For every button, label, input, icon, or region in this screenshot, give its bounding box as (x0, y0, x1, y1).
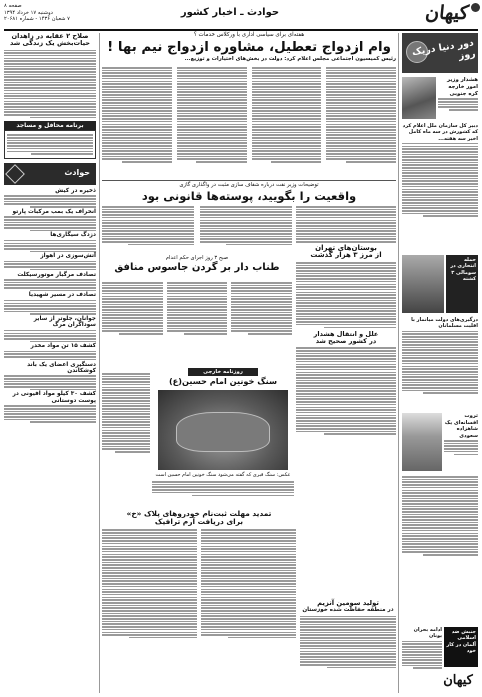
main-lead-box (102, 56, 396, 63)
incident-g: جوانان، جلوتر از سایر سوداگران مرگ (33, 316, 96, 329)
prince-caption: ثروت افسانه‌ای یک شاهزاده سعودی (444, 413, 478, 439)
prince-photo (402, 413, 442, 471)
incident-d: آتش‌سوزی در اهواز (40, 253, 96, 260)
issue-number: ۷ شعبان ۱۴۳۶ - شماره ۲۰۶۸۱ (4, 16, 70, 22)
prince-caption-box (444, 413, 478, 456)
bottom-story-col-2 (102, 528, 197, 639)
incident-b: انحراف یک بمب مرکبات پارتو (12, 208, 96, 215)
masthead (0, 0, 482, 28)
story-3-body-col-3 (102, 281, 163, 336)
tomb-headline: سنگ خونین امام حسین(ع) (168, 376, 278, 386)
world-banner (402, 33, 478, 73)
incident-list (4, 188, 96, 423)
mosque-box-title: برنامه محافل و مساجد (4, 121, 96, 130)
ban-ki-moon-photo (402, 77, 436, 119)
mosque-box (4, 130, 96, 159)
incident-i: دستگیری اعضای یک باند کوشکاندن (27, 361, 96, 374)
story-3-block (102, 205, 292, 365)
story-3-headline: طناب دار بر گردن جاسوس منافق (114, 261, 280, 273)
main-kicker: هفته‌ای برای سیاسی اداری با ورکلاس خدمات ؟ (193, 32, 305, 38)
masthead-meta (4, 3, 78, 23)
incident-section-header (4, 163, 96, 185)
rule-2 (102, 180, 396, 181)
page-number: صفحه ۸ (4, 3, 22, 9)
left-head-1: صلاح ۲ عقابه در زاهدان (11, 32, 89, 40)
protest-photo (402, 255, 444, 313)
banner-title: دور دنیا دریک روز (411, 37, 477, 62)
main-col-4 (102, 66, 172, 198)
masthead-rule (4, 29, 478, 31)
section-title: حوادث ـ اخبار کشور (180, 7, 280, 18)
foreign-news-label: روزنامه خارجی (188, 368, 258, 376)
story-3-body-col-2 (167, 281, 228, 336)
right-bottom-text (402, 627, 442, 670)
incident-icon (5, 164, 25, 184)
left-head-1b: حیات‌بخش یک زندگی شد (9, 39, 91, 48)
main-col-1 (326, 66, 396, 198)
incident-f: تصادف در مسیر شهیدیا (28, 292, 96, 299)
right-lede: دبیر کل سازمان ملل اعلام کرد که کشورش در سه ماه کامل اخیر سه هفته... (402, 123, 478, 142)
bottom-kicker: تمدید مهلت ثبت‌نام خودروهای پلاک «خ» (126, 509, 272, 518)
story-3-col-a (200, 205, 292, 246)
incident-label: حوادث (64, 167, 90, 177)
story-3-body (102, 281, 292, 336)
main-lead: رئیس کمیسیون اجتماعی مجلس اعلام کرد: دولت در بخش‌های اختیارات و توزیع... (184, 56, 396, 62)
story-3-body-col-1 (231, 281, 292, 336)
parks-head-b: از مرز ۳ هزار گذشت (310, 251, 382, 260)
incident-e: تصادف مرگبار موتورسیکلت (17, 271, 96, 278)
enzyme-story (300, 600, 396, 692)
tomb-story (152, 368, 294, 508)
footer-logo-wordmark: کیهان (443, 673, 473, 688)
story-2-headline: واقعیت را بگویید، پوسته‌ها قانونی بود (141, 188, 357, 203)
mid-note-2: درگیری‌های دولت میانمار با اقلیت مسلمانان (411, 317, 478, 330)
tomb-caption: عکس: سنگ قبری که گفته می‌شود سنگ خونین امام حسین است (155, 472, 291, 478)
incident-j: کشف ۳۰ کیلو مواد افیونی در پوست دوستانی (12, 391, 96, 404)
warning-head-b: در کشور صحیح شد (315, 337, 377, 346)
parks-story (296, 205, 396, 436)
enzyme-head: تولید سومین آنزیم (317, 599, 379, 607)
black-box-text: جنبش ضد اسلامی آلمان در کار خود (446, 629, 476, 654)
mid-note: حمله انتحاری در سومالی ۳ کشته (450, 257, 476, 282)
main-columns (102, 66, 396, 198)
right-mid-text (402, 317, 478, 395)
tomb-stone-shape (176, 412, 270, 452)
center-right-column (296, 205, 396, 625)
main-headline: وام ازدواج تعطیل، مشاوره ازدواج نیم بها ! (107, 39, 391, 55)
incident-h: کشف ۱۵ تن مواد مخدر (30, 343, 96, 350)
incident-a: ذخیره در کیش (55, 187, 96, 194)
bottom-headline: برای دریافت آرم ترافیک (154, 517, 244, 527)
logo-wordmark: کیهان (424, 2, 470, 24)
ban-caption-block (438, 77, 478, 112)
masthead-logo (416, 2, 478, 26)
tomb-text (152, 480, 294, 497)
bottom-story (102, 510, 296, 692)
right-column (402, 33, 478, 693)
enzyme-head-b: در منطقه حفاظت شده خوزستان (302, 607, 394, 614)
left-column (4, 33, 96, 693)
mid-left-column (102, 372, 150, 508)
story-3-col-b (102, 205, 194, 246)
main-col-2 (252, 66, 322, 198)
logo-emblem-icon (471, 3, 480, 12)
parks-head: بوستان‌های تهران (315, 243, 377, 252)
black-box-2: ادامه بحران یونان (413, 627, 442, 640)
bottom-story-col-1 (201, 528, 296, 639)
mid-note-box (446, 255, 478, 313)
story-2-kicker: توضیحات وزیر نفت درباره شفاف سازی مثبت در واگذاری گازی (179, 182, 319, 188)
main-top (102, 32, 396, 202)
warning-head: علل و انتقال هشدار (313, 330, 379, 339)
main-col-3 (177, 66, 247, 198)
bottom-story-cols (102, 528, 296, 639)
issue-date: دوشنبه ۱۷ خرداد ۱۳۹۴ (4, 9, 53, 16)
black-box (444, 627, 478, 667)
right-lower-text (402, 475, 478, 557)
left-col-divider (99, 33, 100, 693)
ban-caption: هشدار وزیر امور خارجه کره جنوبی (447, 77, 478, 97)
right-lede-text (402, 123, 478, 218)
tomb-photo (158, 390, 288, 470)
story-3-kicker: صبح ۳ روز اجرای حکم اعدام (165, 255, 229, 261)
story-3-heading (102, 255, 292, 273)
story-2-head (102, 182, 396, 202)
incident-c: دزدگ سیگاری‌ها (50, 232, 96, 239)
right-col-divider (398, 33, 399, 693)
footer-logo (438, 673, 478, 691)
